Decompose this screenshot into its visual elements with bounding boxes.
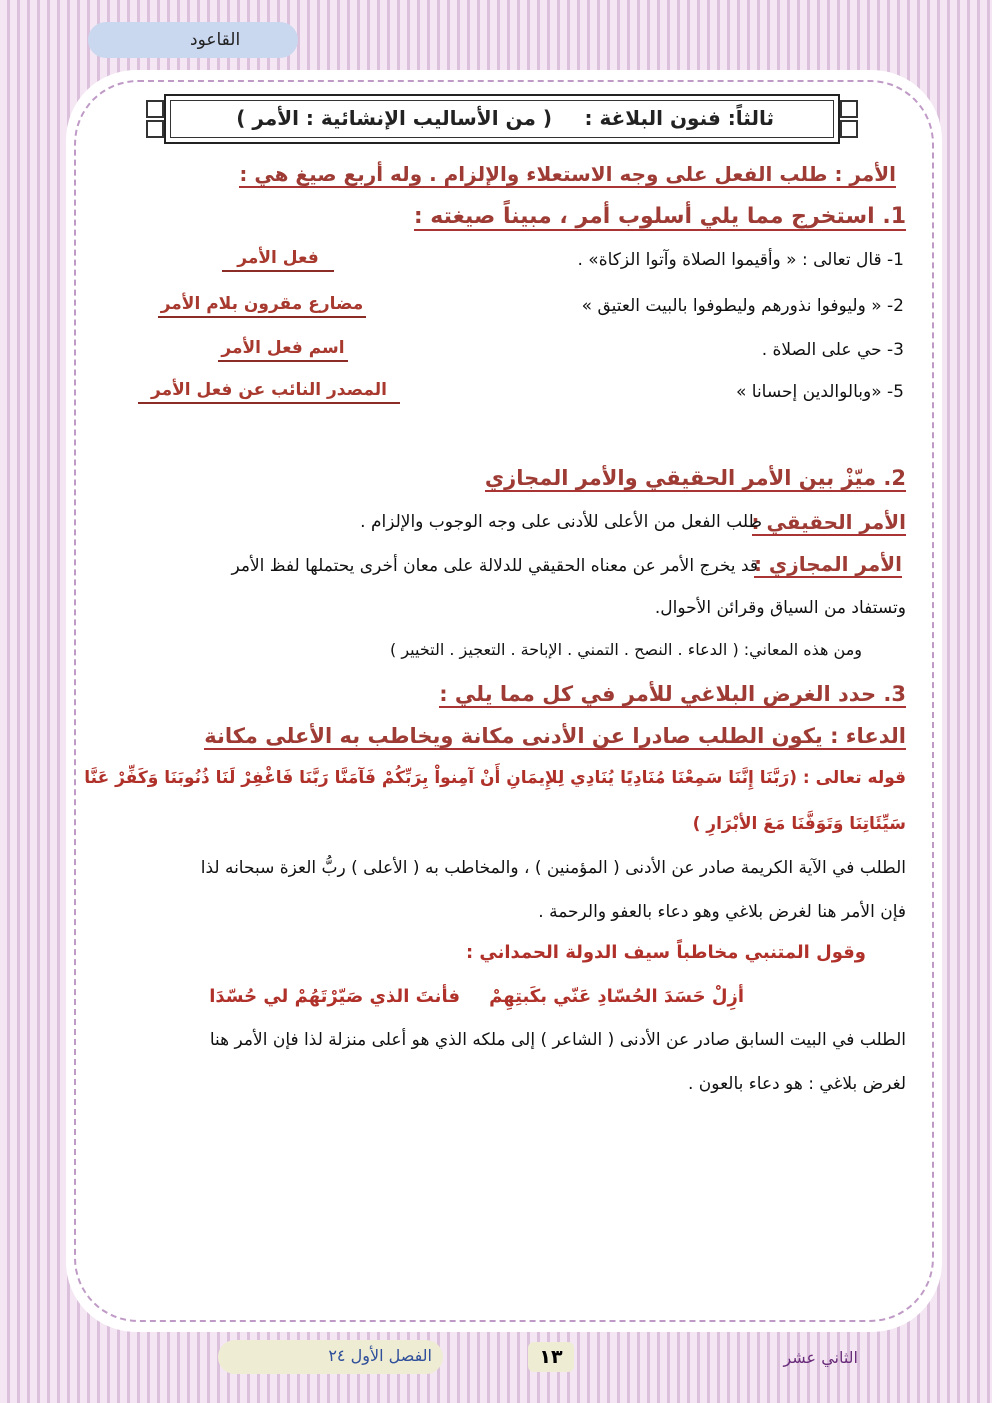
definition: الأمر : طلب الفعل على وجه الاستعلاء والإلزام . وله أربع صيغ هي : xyxy=(239,162,896,186)
poem-explanation-1: الطلب في البيت السابق صادر عن الأدنى ( الشاعر ) إلى ملكه الذي هو أعلى منزلة لذا فإن الأمر هنا xyxy=(209,1030,906,1050)
figurative-command-label: الأمر المجازي : xyxy=(753,552,902,576)
poet-intro: وقول المتنبي مخاطباً سيف الدولة الحمداني : xyxy=(465,942,866,963)
verse-line-2: سَيِّئَاتِنَا وَتَوَفَّنَا مَعَ الأبْرَارِ ) xyxy=(692,814,906,834)
poem-hemistich-1: أزِلْ حَسَدَ الحُسّادِ عَنّي بكَبتِهِمْ xyxy=(489,986,744,1007)
q1-answer-1: فعل الأمر xyxy=(222,248,334,272)
section-title-part2: ( من الأساليب الإنشائية : الأمر ) xyxy=(236,106,552,130)
figurative-command-text-2: وتستفاد من السياق وقرائن الأحوال. xyxy=(654,598,906,618)
footer-term: الفصل الأول ٢٤ xyxy=(328,1346,432,1365)
figurative-command-text-1: قد يخرج الأمر عن معناه الحقيقي للدلالة على معان أخرى يحتملها لفظ الأمر xyxy=(231,556,758,576)
q1-answer-4: المصدر النائب عن فعل الأمر xyxy=(138,380,400,404)
q1-item-2: 2- « وليوفوا نذورهم وليطوفوا بالبيت العتيق » xyxy=(581,296,904,316)
real-command-text: طلب الفعل من الأعلى للأدنى على وجه الوجوب والإلزام . xyxy=(360,512,762,532)
poem-explanation-2: لغرض بلاغي : هو دعاء بالعون . xyxy=(688,1074,906,1094)
figurative-meanings: ومن هذه المعاني: ( الدعاء . النصح . التمني . الإباحة . التعجيز . التخيير ) xyxy=(390,640,862,659)
q1-answer-2: مضارع مقرون بلام الأمر xyxy=(158,294,366,318)
page-number: ١٣ xyxy=(528,1342,574,1372)
q1-item-4: 5- «وبالوالدين إحسانا » xyxy=(735,382,904,402)
footer-grade: الثاني عشر xyxy=(783,1348,858,1367)
q1-answer-3: اسم فعل الأمر xyxy=(218,338,348,362)
real-command-label: الأمر الحقيقي : xyxy=(751,510,906,534)
verse-explanation-2: فإن الأمر هنا لغرض بلاغي وهو دعاء بالعفو والرحمة . xyxy=(538,902,906,922)
q1-item-3: 3- حي على الصلاة . xyxy=(761,340,904,360)
ornament-right-top xyxy=(840,100,858,118)
dua-definition: الدعاء : يكون الطلب صادرا عن الأدنى مكانة ويخاطب به الأعلى مكانة xyxy=(204,724,906,748)
ornament-right-bottom xyxy=(840,120,858,138)
poem-hemistich-2: فأنتَ الذي صَيّرْتَهُمْ لي حُسّدَا xyxy=(209,986,460,1007)
q3-title: 3. حدد الغرض البلاغي للأمر في كل مما يلي : xyxy=(439,682,906,706)
section-title-part1: ثالثاً: فنون البلاغة : xyxy=(584,106,774,130)
ornament-left-bottom xyxy=(146,120,164,138)
ornament-left-top xyxy=(146,100,164,118)
verse-explanation-1: الطلب في الآية الكريمة صادر عن الأدنى ( المؤمنين ) ، والمخاطب به ( الأعلى ) ربُّ العزة سبحانه لذا xyxy=(200,858,906,878)
q1-item-1: 1- قال تعالى : « وأقيموا الصلاة وآتوا الزكاة» . xyxy=(577,250,904,270)
verse-line-1: قوله تعالى : (رَبَّنَا إِنَّنَا سَمِعْنَا مُنَادِيًا يُنَادِي لِلإِيمَانِ أَنْ آمِنواْ بِرَبِّكُمْ فَآمَنَّا رَبَّنَا فَاغْفِرْ لَنَا ذُنُوبَنَا وَكَفِّرْ عَنَّا xyxy=(84,768,906,788)
q1-title: 1. استخرج مما يلي أسلوب أمر ، مبيناً صيغته : xyxy=(413,204,906,229)
top-tab-label: القاعود xyxy=(190,30,241,50)
q2-title: 2. ميّزْ بين الأمر الحقيقي والأمر المجازي xyxy=(484,466,906,490)
